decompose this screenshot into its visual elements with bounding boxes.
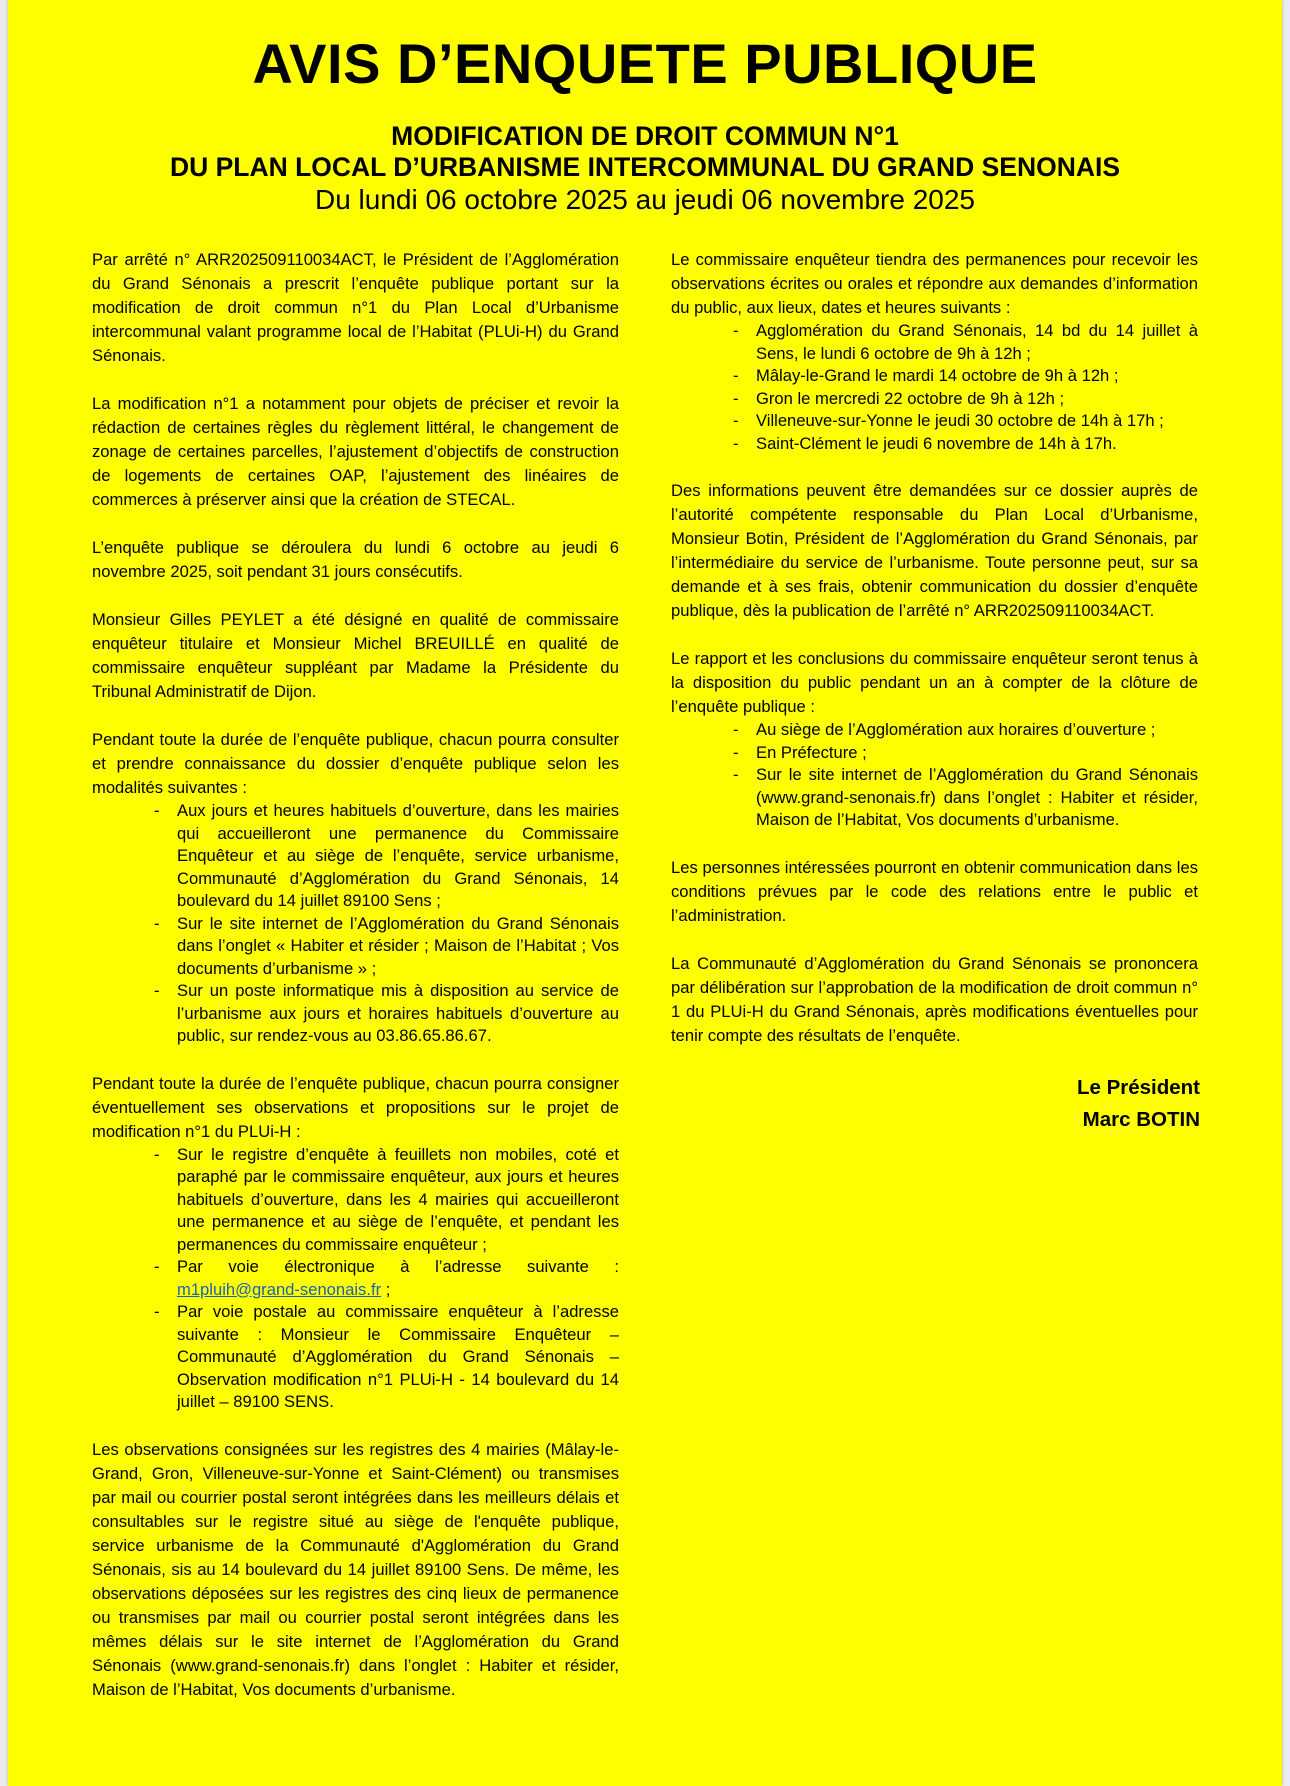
left-column [92,248,619,1726]
subtitle-line-2: DU PLAN LOCAL D’URBANISME INTERCOMMUNAL DU GRAND SENONAIS [169,152,1121,182]
email-prefix: Par voie électronique à l’adresse suivante : [177,1257,619,1276]
page-title: AVIS D’ENQUETE PUBLIQUE [252,32,1038,95]
list-item: - Mâlay-le-Grand le mardi 14 octobre de 9h à 12h ; [671,365,1198,388]
list-item: - Agglomération du Grand Sénonais, 14 bd du 14 juillet à Sens, le lundi 6 octobre de 9h à 12h ; [671,320,1198,365]
observations-list [92,1144,619,1414]
report-list [671,719,1198,832]
list-item: - Aux jours et heures habituels d’ouverture, dans les mairies qui accueilleront une permanence du Commissaire Enquêteur et au siège de l’enquête, service urbanisme, Communauté d’Agglomération du Grand Sénonais, 14 boulevard du 14 juillet 89100 Sens ; [92,800,619,913]
email-suffix: ; [381,1279,391,1299]
paragraph-consultation: Pendant toute la durée de l’enquête publique, chacun pourra consulter et prendre connaissance du dossier d’enquête publique selon les modalités suivantes : [92,730,619,797]
list-item: - Sur le registre d’enquête à feuillets non mobiles, coté et paraphé par le commissaire enquêteur, aux jours et heures habituels d’ouverture, dans les 4 mairies qui accueilleront une permanence et au siège de l’enquête, et pendant les permanences du commissaire enquêteur ; [92,1144,619,1257]
list-item: - Saint-Clément le jeudi 6 novembre de 14h à 17h. [671,433,1198,456]
list-item: - Au siège de l’Agglomération aux horaires d’ouverture ; [671,719,1198,742]
enquiry-dates: Du lundi 06 octobre 2025 au jeudi 06 novembre 2025 [314,184,976,215]
paragraph-report: Le rapport et les conclusions du commissaire enquêteur seront tenus à la disposition du public pendant un an à compter de la clôture de l’enquête publique : [671,649,1198,716]
list-item: - Villeneuve-sur-Yonne le jeudi 30 octobre de 14h à 17h ; [671,410,1198,433]
paragraph-duration: L’enquête publique se déroulera du lundi 6 octobre au jeudi 6 novembre 2025, soit pendant 31 jours consécutifs. [92,538,619,581]
list-item: - Sur un poste informatique mis à disposition au service de l’urbanisme aux jours et horaires habituels d’ouverture au public, sur rendez-vous au 03.86.65.86.67. [92,980,619,1048]
paragraph-communication: Les personnes intéressées pourront en obtenir communication dans les conditions prévues par le code des relations entre le public et l’administration. [671,857,1198,925]
email-link[interactable]: m1pluih@grand-senonais.fr [177,1279,382,1299]
signature-role: Le Président [1076,1076,1200,1099]
paragraph-arrete: Par arrêté n° ARR202509110034ACT, le Président de l’Agglomération du Grand Sénonais a prescrit l’enquête publique portant sur la modification de droit commun n°1 du Plan Local d’Urbanisme intercommunal valant programme local de l’Habitat (PLUi-H) du Grand Sénonais. [92,250,619,365]
paragraph-permanences: Le commissaire enquêteur tiendra des permanences pour recevoir les observations écrites ou orales et répondre aux demandes d’information du public, aux lieux, dates et heures suivants : [671,250,1198,317]
permanences-list [671,320,1198,455]
paragraph-commissioners: Monsieur Gilles PEYLET a été désigné en qualité de commissaire enquêteur titulaire et Monsieur Michel BREUILLÉ en qualité de commissaire enquêteur suppléant par Madame la Présidente du Tribunal Administratif de Dijon. [92,610,619,701]
paragraph-information: Des informations peuvent être demandées sur ce dossier auprès de l’autorité compétente responsable du Plan Local d’Urbanisme, Monsieur Botin, Président de l’Agglomération du Grand Sénonais, par l’intermédiaire du service de l’urbanisme. Toute personne peut, sur sa demande et à ses frais, obtenir communication du dossier d’enquête publique, dès la publication de l’arrêté n° ARR202509110034ACT. [671,481,1198,620]
right-column [671,248,1198,1072]
paragraph-observations: Pendant toute la durée de l’enquête publique, chacun pourra consigner éventuellement ses observations et propositions sur le projet de modification n°1 du PLUi-H : [92,1073,619,1141]
list-item: - Gron le mercredi 22 octobre de 9h à 12h ; [671,388,1198,411]
subtitle-line-1: MODIFICATION DE DROIT COMMUN N°1 [391,121,899,151]
paragraph-deliberation: La Communauté d’Agglomération du Grand Sénonais se prononcera par délibération sur l’approbation de la modification de droit commun n° 1 du PLUi-H du Grand Sénonais, après modifications éventuelles pour tenir compte des résultats de l’enquête. [671,953,1198,1045]
list-item-email [92,1256,619,1301]
paragraph-objects: La modification n°1 a notamment pour objets de préciser et revoir la rédaction de certaines règles du règlement littéral, le changement de zonage de certaines parcelles, l’ajustement d’objectifs de construction de logements de certaines OAP, l’ajustement des linéaires de commerces à préserver ainsi que la création de STECAL. [92,394,619,509]
consultation-list [92,800,619,1048]
notice-page [8,0,1282,1786]
signature-name: Marc BOTIN [1082,1108,1200,1131]
list-item: - Sur le site internet de l’Agglomération du Grand Sénonais dans l’onglet « Habiter et résider ; Maison de l’Habitat ; Vos documents d’urbanisme » ; [92,913,619,981]
list-item: - Sur le site internet de l’Agglomération du Grand Sénonais (www.grand-senonais.fr) dans l’onglet : Habiter et résider, Maison de l’Habitat, Vos documents d’urbanisme. [671,764,1198,832]
list-item: - En Préfecture ; [671,742,1198,765]
paragraph-registers: Les observations consignées sur les registres des 4 mairies (Mâlay-le-Grand, Gron, Villeneuve-sur-Yonne et Saint-Clément) ou transmises par mail ou courrier postal seront intégrées dans les meilleurs délais et consultables sur le registre situé au siège de l'enquête publique, service urbanisme de la Communauté d'Agglomération du Grand Sénonais, sis au 14 boulevard du 14 juillet 89100 Sens. De même, les observations déposées sur les registres des cinq lieux de permanence ou transmises par mail ou courrier postal seront intégrées dans les mêmes délais sur le site internet de l’Agglomération du Grand Sénonais (www.grand-senonais.fr) dans l’onglet : Habiter et résider, Maison de l’Habitat, Vos documents d’urbanisme. [92,1439,619,1699]
subtitle [8,121,1282,183]
signature [900,1072,1200,1136]
list-item: - Par voie postale au commissaire enquêteur à l’adresse suivante : Monsieur le Commissaire Enquêteur – Communauté d’Agglomération du Grand Sénonais – Observation modification n°1 PLUi-H - 14 boulevard du 14 juillet – 89100 SENS. [92,1301,619,1414]
